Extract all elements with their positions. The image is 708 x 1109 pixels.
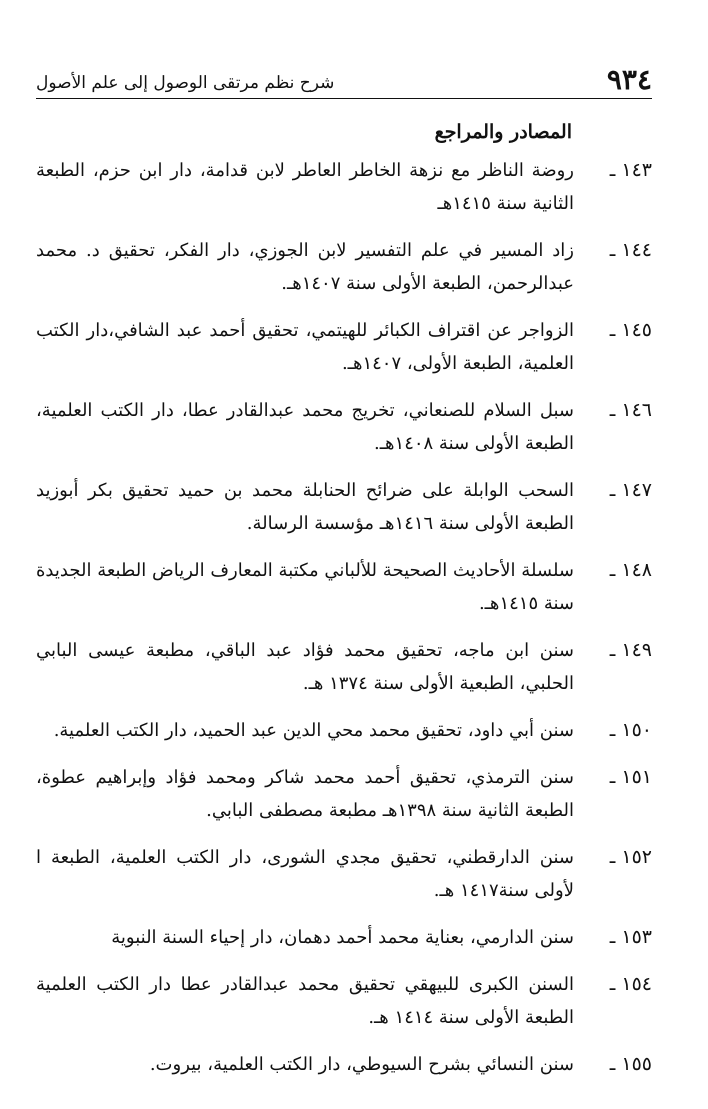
reference-entry xyxy=(36,841,652,907)
reference-text: سبل السلام للصنعاني، تخريج محمد عبدالقادر عطا، دار الكتب العلمية، الطبعة الأولى سنة ١٤٠٨هـ. xyxy=(36,399,574,454)
reference-text: سنن النسائي بشرح السيوطي، دار الكتب العلمية، بيروت. xyxy=(149,1053,574,1075)
reference-number: ١٤٦ ـ xyxy=(609,398,652,421)
reference-text: السحب الوابلة على ضرائح الحنابلة محمد بن حميد تحقيق بكر أبوزيد الطبعة الأولى سنة ١٤١٦هـ مؤسسة الرسالة. xyxy=(36,479,574,534)
reference-text: روضة الناظر مع نزهة الخاطر العاطر لابن قدامة، دار ابن حزم، الطبعة الثانية سنة ١٤١٥هـ xyxy=(36,159,574,214)
reference-text: السنن الكبرى للبيهقي تحقيق محمد عبدالقادر عطا دار الكتب العلمية الطبعة الأولى سنة ١٤١٤ هـ. xyxy=(36,973,574,1028)
reference-entry xyxy=(36,634,652,700)
reference-text: سنن أبي داود، تحقيق محمد محي الدين عبد الحميد، دار الكتب العلمية. xyxy=(53,719,574,741)
reference-entry xyxy=(36,1048,652,1081)
running-title: شرح نظم مرتقى الوصول إلى علم الأصول xyxy=(36,73,335,93)
reference-entry xyxy=(36,154,652,220)
reference-number: ١٥٠ ـ xyxy=(609,718,652,741)
reference-number: ١٥٤ ـ xyxy=(609,972,652,995)
reference-number: ١٥٢ ـ xyxy=(609,845,652,868)
reference-text: الزواجر عن اقتراف الكبائر للهيتمي، تحقيق أحمد عبد الشافي،دار الكتب العلمية، الطبعة الأولى، ١٤٠٧هـ. xyxy=(36,319,574,374)
reference-entry xyxy=(36,314,652,380)
reference-entry xyxy=(36,761,652,827)
page-number: ٩٣٤ xyxy=(606,63,652,96)
reference-entry xyxy=(36,394,652,460)
reference-text: زاد المسير في علم التفسير لابن الجوزي، دار الفكر، تحقيق د. محمد عبدالرحمن، الطبعة الأولى سنة ١٤٠٧هـ. xyxy=(36,239,574,294)
reference-number: ١٤٥ ـ xyxy=(609,318,652,341)
reference-number: ١٥٥ ـ xyxy=(609,1052,652,1075)
reference-text: سنن الدارقطني، تحقيق مجدي الشورى، دار الكتب العلمية، الطبعة ا لأولى سنة١٤١٧ هـ. xyxy=(36,846,574,901)
references-list xyxy=(36,154,652,1081)
reference-text: سنن الترمذي، تحقيق أحمد محمد شاكر ومحمد فؤاد وإبراهيم عطوة، الطبعة الثانية سنة ١٣٩٨هـ مطبعة مصطفى البابي. xyxy=(36,766,574,821)
reference-entry xyxy=(36,714,652,747)
reference-number: ١٤٨ ـ xyxy=(609,558,652,581)
reference-number: ١٥٣ ـ xyxy=(609,925,652,948)
reference-text: سلسلة الأحاديث الصحيحة للألباني مكتبة المعارف الرياض الطبعة الجديدة سنة ١٤١٥هـ. xyxy=(36,559,574,614)
reference-text: سنن ابن ماجه، تحقيق محمد فؤاد عبد الباقي، مطبعة عيسى البابي الحلبي، الطبعية الأولى سنة ١٣٧٤ هـ. xyxy=(36,639,574,694)
reference-entry xyxy=(36,554,652,620)
reference-number: ١٤٣ ـ xyxy=(609,158,652,181)
reference-entry xyxy=(36,234,652,300)
page-header xyxy=(36,58,652,99)
reference-number: ١٤٩ ـ xyxy=(609,638,652,661)
reference-number: ١٤٧ ـ xyxy=(609,478,652,501)
reference-number: ١٤٤ ـ xyxy=(609,238,652,261)
reference-entry xyxy=(36,921,652,954)
reference-text: سنن الدارمي، بعناية محمد أحمد دهمان، دار إحياء السنة النبوية xyxy=(111,926,574,948)
reference-entry xyxy=(36,474,652,540)
reference-number: ١٥١ ـ xyxy=(609,765,652,788)
section-title: المصادر والمراجع xyxy=(434,121,572,143)
reference-entry xyxy=(36,968,652,1034)
